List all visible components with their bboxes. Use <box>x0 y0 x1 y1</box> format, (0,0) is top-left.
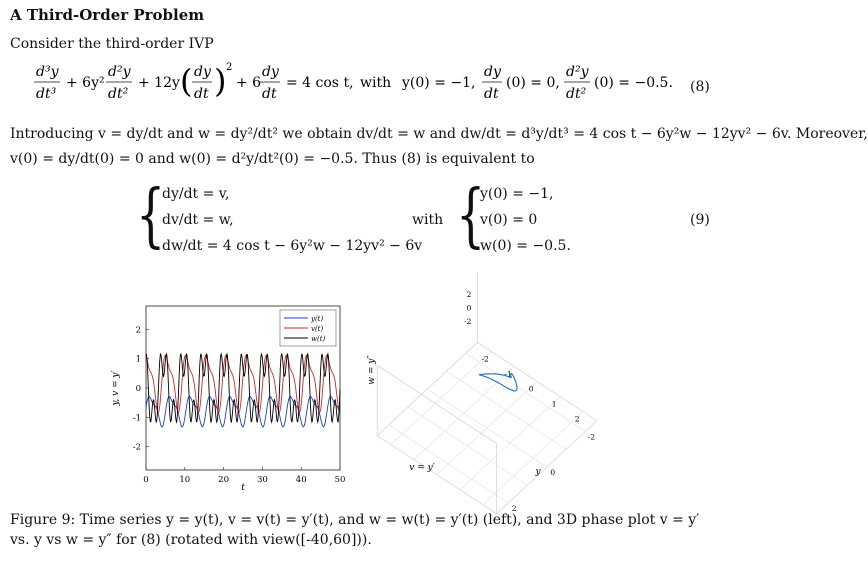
equation-9-number: (9) <box>690 212 710 228</box>
svg-text:dt: dt <box>484 86 499 102</box>
svg-text:= 4 cos t,: = 4 cos t, <box>286 75 354 91</box>
system-ic-2: v(0) = 0 <box>480 212 538 228</box>
svg-text:with: with <box>360 75 392 91</box>
z-tick-label: -2 <box>464 316 472 326</box>
phase-curve <box>480 373 517 391</box>
y-tick-label: 0 <box>135 384 141 394</box>
x-axis-label: t <box>241 483 245 493</box>
time-series-chart <box>108 298 358 498</box>
y-tick-label: -2 <box>132 442 141 453</box>
grid-line <box>389 425 509 503</box>
legend-label: w(t) <box>311 335 326 343</box>
z-tick-label: 2 <box>466 289 472 299</box>
x-tick-label: 2 <box>574 414 580 424</box>
x-tick-label: 0 <box>143 475 149 485</box>
svg-text:+ 6y²: + 6y² <box>66 75 105 91</box>
svg-text:dy: dy <box>262 64 279 80</box>
floor-edge <box>497 421 597 514</box>
system-with: with <box>412 212 444 228</box>
y-tick-label: -1 <box>132 413 141 424</box>
y-axis-label: y <box>535 467 541 477</box>
intro-text: Consider the third-order IVP <box>10 36 214 52</box>
grid-line <box>408 407 528 485</box>
figure-caption-line-1: Figure 9: Time series y = y(t), v = v(t) = y′(t), and w = w(t) = y′(t) (left), and 3D phase plot v = y′ <box>10 512 700 528</box>
paragraph-line-1: Introducing v = dy/dt and w = dy²/dt² we obtain dv/dt = w and dw/dt = d³y/dt³ = 4 cos t − 6y²w − 12yv² − 6v. Moreover, <box>10 126 868 142</box>
grid-line <box>460 397 560 490</box>
y-tick-label: 2 <box>135 325 141 336</box>
paragraph-line-2: v(0) = dy/dt(0) = 0 and w(0) = d²y/dt²(0) = −0.5. Thus (8) is equivalent to <box>10 151 535 167</box>
floor-edge <box>377 436 497 514</box>
legend-label: y(t) <box>311 315 324 323</box>
svg-text:(: ( <box>180 62 193 100</box>
svg-text:y(0) = −1,: y(0) = −1, <box>402 75 476 91</box>
svg-text:dt: dt <box>194 86 209 102</box>
svg-text:d²y: d²y <box>566 64 589 80</box>
svg-text:dy: dy <box>194 64 211 80</box>
equation-8 <box>30 60 720 110</box>
svg-text:+ 6: + 6 <box>236 75 262 91</box>
system-ic-1: y(0) = −1, <box>480 186 554 202</box>
svg-text:d²y: d²y <box>108 64 131 80</box>
y-tick-label: 1 <box>135 354 141 365</box>
svg-text:(0) = 0,: (0) = 0, <box>506 75 560 91</box>
grid-line <box>483 412 583 505</box>
x-tick-label: 40 <box>295 475 307 485</box>
left-brace: { <box>136 174 166 255</box>
z-axis-label: w = y″ <box>367 355 377 385</box>
section-title: A Third-Order Problem <box>10 6 205 24</box>
x-tick-label: -2 <box>481 354 489 364</box>
svg-text:+ 12y: + 12y <box>138 75 180 91</box>
svg-text:d³y: d³y <box>36 64 59 80</box>
figure-caption-line-2: vs. y vs w = y″ for (8) (rotated with view([-40,60])). <box>10 532 372 548</box>
svg-text:): ) <box>214 62 227 100</box>
y-tick-label: 0 <box>550 468 556 478</box>
grid-line <box>427 389 547 467</box>
legend-label: v(t) <box>311 325 324 333</box>
svg-text:dy: dy <box>484 64 501 80</box>
right-brace: { <box>456 174 486 255</box>
svg-text:dt³: dt³ <box>36 86 57 102</box>
x-axis-label: v = y′ <box>409 463 435 473</box>
x-tick-label: 10 <box>179 475 191 485</box>
x-tick-label: 30 <box>256 475 268 485</box>
svg-text:2: 2 <box>226 62 233 73</box>
system-eq-2: dv/dt = w, <box>162 212 234 228</box>
svg-text:dt²: dt² <box>108 86 129 102</box>
x-tick-label: 0 <box>528 384 534 394</box>
svg-text:dt²: dt² <box>566 86 587 102</box>
y-axis-label: y, v = y′ <box>111 370 121 406</box>
wall-edge <box>377 365 497 443</box>
svg-text:dt: dt <box>262 86 277 102</box>
equation-8-number: (8) <box>690 79 710 95</box>
system-ic-3: w(0) = −0.5. <box>480 238 571 254</box>
svg-text:(0) = −0.5.: (0) = −0.5. <box>594 75 673 91</box>
z-tick-label: 0 <box>466 303 472 313</box>
y-tick-label: 2 <box>511 504 517 514</box>
system-eq-3: dw/dt = 4 cos t − 6y²w − 12yv² − 6v <box>162 238 423 254</box>
x-tick-label: -1 <box>504 369 512 379</box>
x-tick-label: 20 <box>218 475 230 485</box>
system-eq-1: dy/dt = v, <box>162 186 230 202</box>
phase-plot-3d <box>362 289 612 514</box>
floor-edge <box>377 342 477 435</box>
x-tick-label: 1 <box>551 399 557 409</box>
x-tick-label: 50 <box>334 475 346 485</box>
y-tick-label: -2 <box>587 432 595 442</box>
